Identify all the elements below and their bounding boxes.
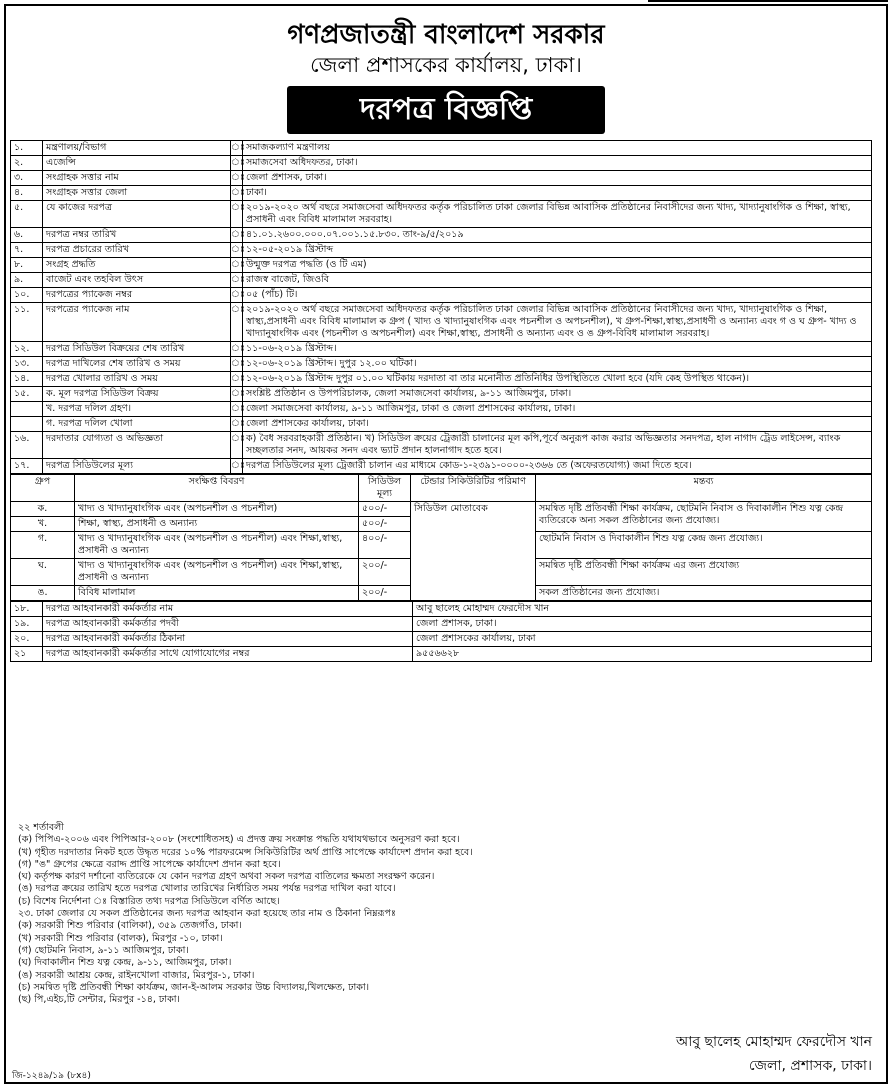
table-row <box>11 432 872 459</box>
row-separator: ঃ <box>231 171 243 186</box>
row-separator: ঃ <box>231 303 243 342</box>
row-number: ১২. <box>11 342 43 357</box>
group-note: সমন্বিত দৃষ্টি প্রতিবন্ধী শিক্ষা কার্যক্রম এর জন্য প্রযোজ্য <box>536 559 872 586</box>
officer-row <box>11 602 872 617</box>
officer-number: ১৯. <box>11 617 43 632</box>
officer-number: ২০. <box>11 632 43 647</box>
row-number <box>11 417 43 432</box>
table-row <box>11 372 872 387</box>
officer-table <box>10 601 872 662</box>
table-row <box>11 357 872 372</box>
row-label: এজেন্সি <box>43 156 231 171</box>
row-label: দরপত্র নম্বর তারিখ <box>43 228 231 243</box>
group-letter: খ. <box>11 517 75 532</box>
term-line: (ক) সরকারী শিশু পরিবার (বালিকা), ৩৫৯ তেজগাঁও, ঢাকা। <box>18 920 242 932</box>
row-number: ৬. <box>11 228 43 243</box>
row-separator: ঃ <box>231 186 243 201</box>
row-label: খ. দরপত্র দলিল গ্রহণ। <box>43 402 231 417</box>
groups-header-cell: গ্রুপ <box>11 475 75 502</box>
term-line: (চ) সমন্বিত দৃষ্টি প্রতিবন্ধী শিক্ষা কার্যক্রম, জান-ই-আলম সরকার উচ্চ বিদ্যালয়,খিলক্ষেত, ঢাকা। <box>18 981 370 993</box>
officer-number: ১৮. <box>11 602 43 617</box>
row-label: দরপত্রের প্যাকেজ নম্বর <box>43 288 231 303</box>
term-line: (খ) সরকারী শিশু পরিবার (বালক), মিরপুর -১০, ঢাকা। <box>18 932 223 944</box>
officer-row <box>11 632 872 647</box>
group-note: সমন্বিত দৃষ্টি প্রতিবন্ধী শিক্ষা কার্যক্রম, ছোটমনি নিবাস ও দিবাকালীন শিশু যত্ন কেন্দ্র ব্যতিরেকে অন্য সকল প্রতিষ্ঠানের জন্য প্রযোজ্য। <box>536 502 872 532</box>
row-value: রাজস্ব বাজেট, জিওবি <box>243 273 872 288</box>
group-letter: ঘ. <box>11 559 75 586</box>
table-row <box>11 258 872 273</box>
officer-row <box>11 647 872 662</box>
row-value: জেলা প্রশাসকের কার্যালয়, ঢাকা। <box>243 417 872 432</box>
row-value: ১২-০৬-২০১৯ খ্রিস্টাব্দ দুপুর ০১.০০ ঘটিকায় দরদাতা বা তার মনোনীত প্রতিনিধির উপস্থিতিতে খোলা হবে (যদি কেহ উপস্থিত থাকেন)। <box>243 372 872 387</box>
row-separator: ঃ <box>231 273 243 288</box>
table-row <box>11 201 872 228</box>
group-description: খাদ্য ও খাদ্যানুষাংগিক এবং (অপচনশীল ও পচনশীল) এবং শিক্ষা,স্বাস্থ্য, প্রসাধনী ও অন্যান্য <box>75 559 359 586</box>
row-label: সংগ্রাহক সত্তার জেলা <box>43 186 231 201</box>
group-description: খাদ্য ও খাদ্যানুষাংগিক এবং (অপচনশীল ও পচনশীল) <box>75 502 359 517</box>
row-label: ক. মূল দরপত্র সিডিউল বিক্রয় <box>43 387 231 402</box>
term-line: (ঘ) দিবাকালীন শিশু যত্ন কেন্দ্র, ৯-১১, আজিমপুর, ঢাকা। <box>18 957 232 969</box>
table-row <box>11 186 872 201</box>
officer-number: ২১ <box>11 647 43 662</box>
term-line: (চ) বিশেষ নির্দেশনা ঃ বিস্তারিত তথ্য দরপত্র সিডিউলে বর্ণিত আছে। <box>18 895 280 907</box>
row-value: জেলা প্রশাসক, ঢাকা। <box>243 171 872 186</box>
table-row <box>11 387 872 402</box>
group-note: সকল প্রতিষ্ঠানের জন্য প্রযোজ্য। <box>536 586 872 601</box>
groups-header-cell: মন্তব্য <box>536 475 872 502</box>
groups-table <box>10 474 872 601</box>
details-table <box>10 140 872 474</box>
groups-header-cell: টেন্ডার সিকিউরিটির পরিমাণ <box>411 475 536 502</box>
row-number: ১১. <box>11 303 43 342</box>
row-value: ২০১৯-২০২০ অর্থ বছরে সমাজসেবা অধিদফতর কর্তৃক পরিচালিত ঢাকা জেলার বিভিন্ন আবাসিক প্রতিষ্ঠানের নিবাসীদের জন্য খাদ্য, খাদ্যানুষাংগিক ও শিক্ষা, স্বাস্থ্য, প্রসাধনী এবং বিবিধ মালামাল সরবরাহ। <box>243 201 872 228</box>
group-letter: ঙ. <box>11 586 75 601</box>
row-separator: ঃ <box>231 258 243 273</box>
term-line: (গ) ছোটমনি নিবাস, ৯-১১ আজিমপুর, ঢাকা। <box>18 944 189 956</box>
group-price: ৫০০/- <box>359 517 411 532</box>
row-value: জেলা সমাজসেবা কার্যালয়, ৯-১১ আজিমপুর, ঢাকা ও জেলা প্রশাসকের কার্যালয়, ঢাকা। <box>243 402 872 417</box>
term-line: (খ) গৃহীত দরদাতার নিকট হতে উদ্ধৃত দরের ১০% পারফরমেন্স সিকিউরিটির অর্থ প্রাপ্তি সাপেক্ষে কার্যাদেশ প্রদান করা হবে। <box>18 846 473 858</box>
groups-header-row <box>11 475 872 502</box>
term-line: (ক) পিপিএ-২০০৬ এবং পিপিআর-২০০৮ (সংশোধিতসহ) এ প্রদত্ত ক্রয় সংক্রান্ত পদ্ধতি যথাযথভাবে অনুসরণ করা হবে। <box>18 834 460 846</box>
row-separator: ঃ <box>231 156 243 171</box>
officer-label: দরপত্র আহবানকারী কর্মকর্তার ঠিকানা <box>43 632 413 647</box>
group-letter: গ. <box>11 532 75 559</box>
row-number: ৭. <box>11 243 43 258</box>
officer-label: দরপত্র আহবানকারী কর্মকর্তার নাম <box>43 602 413 617</box>
officer-value: জেলা প্রশাসক, ঢাকা। <box>413 617 872 632</box>
row-number: ৮. <box>11 258 43 273</box>
row-value: সমাজসেবা অধিদফতর, ঢাকা। <box>243 156 872 171</box>
row-label: সংগ্রাহক সত্তার নাম <box>43 171 231 186</box>
term-line: (ঙ) দরপত্র ক্রয়ের তারিখ হতে দরপত্র খোলার তারিখের নির্ধারিত সময় পর্যন্ত দরপত্র দাখিল করা যাবে। <box>18 883 396 895</box>
group-price: ৫০০/- <box>359 502 411 517</box>
term-line: (ছ) পি,এইচ,টি সেন্টার, মিরপুর -১৪, ঢাকা। <box>18 994 180 1006</box>
group-note: ছোটমনি নিবাস ও দিবাকালীন শিশু যত্ন কেন্দ্র জন্য প্রযোজ্য। <box>536 532 872 559</box>
row-separator: ঃ <box>231 432 243 459</box>
row-separator: ঃ <box>231 288 243 303</box>
group-price: ২০০/- <box>359 559 411 586</box>
row-separator: ঃ <box>231 342 243 357</box>
row-number: ১. <box>11 141 43 156</box>
row-number: ১৬. <box>11 432 43 459</box>
table-row <box>11 141 872 156</box>
officer-label: দরপত্র আহবানকারী কর্মকর্তার পদবী <box>43 617 413 632</box>
row-value: ১১-০৬-২০১৯ খ্রিস্টাব্দ। <box>243 342 872 357</box>
row-value: দরপত্র সিডিউলের মূল্য ট্রেজারী চালান এর মাধ্যমে কোড-১-২৩৯১-০০০০-২৩৬৬ তে (অফেরতযোগ্য) জমা দিতে হবে। <box>243 459 872 474</box>
table-row <box>11 156 872 171</box>
row-number: ১৫. <box>11 387 43 402</box>
row-number <box>11 402 43 417</box>
row-number: ১৩. <box>11 357 43 372</box>
signature-title: জেলা, প্রশাসক, ঢাকা। <box>748 1058 872 1074</box>
table-row <box>11 459 872 474</box>
table-row <box>11 417 872 432</box>
group-price: ২০০/- <box>359 586 411 601</box>
term-line: ২২ শর্তাবলী <box>18 822 64 833</box>
row-number: ৯. <box>11 273 43 288</box>
officer-value: ৯৫৫৬৬২৮ <box>413 647 872 662</box>
top-rule <box>648 0 888 2</box>
details-table-wrap <box>10 140 872 662</box>
row-label: যে কাজের দরপত্র <box>43 201 231 228</box>
row-separator: ঃ <box>231 372 243 387</box>
row-separator: ঃ <box>231 243 243 258</box>
row-label: দরপত্র খোলার তারিখ ও সময় <box>43 372 231 387</box>
row-number: ১৪. <box>11 372 43 387</box>
table-row <box>11 171 872 186</box>
row-value: ১২-০৫-২০১৯ খ্রিস্টাব্দ <box>243 243 872 258</box>
row-number: ৪. <box>11 186 43 201</box>
table-row <box>11 228 872 243</box>
table-row <box>11 342 872 357</box>
row-number: ১০. <box>11 288 43 303</box>
row-label: দরপত্র প্রচারের তারিখ <box>43 243 231 258</box>
row-label: গ. দরপত্র দলিল খোলা <box>43 417 231 432</box>
term-line: (ঙ) সরকারী আশ্রয় কেন্দ্র, রাইনখোলা বাজার, মিরপুর-১, ঢাকা। <box>18 969 255 981</box>
officer-label: দরপত্র আহবানকারী কর্মকর্তার সাথে যোগাযোগের নম্বর <box>43 647 413 662</box>
row-separator: ঃ <box>231 141 243 156</box>
ad-code: জি-১২৪৯/১৯ (৮x৪) <box>12 1071 91 1081</box>
notice-banner: দরপত্র বিজ্ঞপ্তি <box>287 86 605 134</box>
row-separator: ঃ <box>231 417 243 432</box>
row-number: ২. <box>11 156 43 171</box>
term-line: (ঘ) কর্তৃপক্ষ কারণ দর্শানো ব্যতিরেকে যে কোন দরপত্র গ্রহণ অথবা সকল দরপত্র বাতিলের ক্ষমতা সংরক্ষণ করেন। <box>18 871 435 883</box>
row-value: সমাজকল্যাণ মন্ত্রণালয় <box>243 141 872 156</box>
row-label: দরপত্র সিডিউলের মূল্য <box>43 459 231 474</box>
table-row <box>11 243 872 258</box>
terms-section <box>18 822 868 1006</box>
row-separator: ঃ <box>231 459 243 474</box>
groups-header-cell: সিডিউল মূল্য <box>359 475 411 502</box>
row-separator: ঃ <box>231 402 243 417</box>
row-separator: ঃ <box>231 387 243 402</box>
group-description: খাদ্য ও খাদ্যানুষাংগিক এবং (অপচনশীল ও পচনশীল) এবং শিক্ষা,স্বাস্থ্য, প্রসাধনী ও অন্যান্য <box>75 532 359 559</box>
groups-header-cell: সংক্ষিপ্ত বিবরণ <box>75 475 359 502</box>
officer-value: জেলা প্রশাসকের কার্যালয়, ঢাকা <box>413 632 872 647</box>
page-title: গণপ্রজাতন্ত্রী বাংলাদেশ সরকার <box>287 20 605 50</box>
officer-value: আবু ছালেহ মোহাম্মদ ফেরদৌস খান <box>413 602 872 617</box>
term-line: (গ) "ঙ" গ্রুপের ক্ষেত্রে বরাদ্দ প্রাপ্তি সাপেক্ষে কার্যাদেশ প্রদান করা হবে। <box>18 858 281 870</box>
row-label: মন্ত্রণালয়/বিভাগ <box>43 141 231 156</box>
group-price: ৪০০/- <box>359 532 411 559</box>
term-line: ২৩. ঢাকা জেলার যে সকল প্রতিষ্ঠানের জন্য দরপত্র আহবান করা হয়েছে তার নাম ও ঠিকানা নিম্নরূপঃ <box>18 908 396 920</box>
row-value: উন্মুক্ত দরপত্র পদ্ধতি (ও টি এম) <box>243 258 872 273</box>
row-label: দরপত্র সিডিউল বিক্রয়ের শেষ তারিখ <box>43 342 231 357</box>
page-subtitle: জেলা প্রশাসকের কার্যালয়, ঢাকা। <box>310 53 582 77</box>
row-number: ৩. <box>11 171 43 186</box>
row-label: দরপত্র দাখিলের শেষ তারিখ ও সময় <box>43 357 231 372</box>
group-security: সিডিউল মোতাবেক <box>411 502 536 601</box>
row-label: সংগ্রহ প্রদ্ধতি <box>43 258 231 273</box>
row-separator: ঃ <box>231 357 243 372</box>
row-label: বাজেট এবং তহবিল উৎস <box>43 273 231 288</box>
row-value: ২০১৯-২০২০ অর্থ বছরে সমাজসেবা অধিদফতর কর্তৃক পরিচালিত ঢাকা জেলার বিভিন্ন আবাসিক প্রতিষ্ঠানের নিবাসীদের জন্য খাদ্য, খাদ্যানুষাংগিক ও শিক্ষা, স্বাস্থ্য,প্রসাধনী এবং বিবিধ মালামাল ক গ্রুপ ( খাদ্য ও খাদ্যানুষাংগিক এবং পচনশীল ও অপচনশীল), খ গ্রুপ-শিক্ষা,স্বাস্থ্য,প্রসাধণী ও অন্যান্য এবং গ ও ঘ গ্রুপ- খাদ্য ও খাদ্যানুষাংগিক এবং (পচনশীল ও অপচনশীল) এবং শিক্ষা,স্বাস্থ্য, প্রসাধনী ও অন্যান্য এবং ও ঙ গ্রুপ-বিবিধ মালামাল সরবরাহ। <box>243 303 872 342</box>
row-number: ৫. <box>11 201 43 228</box>
row-label: দরদাতার যোগ্যতা ও অভিজ্ঞতা <box>43 432 231 459</box>
signature-name: আবু ছালেহ মোহাম্মদ ফেরদৌস খান <box>675 1034 872 1050</box>
table-row <box>11 288 872 303</box>
row-value: ১২-০৬-২০১৯ খ্রিস্টাব্দ। দুপুর ১২.০০ ঘটিকা। <box>243 357 872 372</box>
group-letter: ক. <box>11 502 75 517</box>
row-value: ৪১.০১.২৬০০.০০০.০৭.০০১.১৫.৮৩০. তাং-৯/৫/২০১৯ <box>243 228 872 243</box>
row-label: দরপত্রের প্যাকেজ নাম <box>43 303 231 342</box>
group-row <box>11 502 872 517</box>
group-description: শিক্ষা, স্বাস্থ্য, প্রসাধনী ও অন্যান্য <box>75 517 359 532</box>
row-value: সংশ্লিষ্ট প্রতিষ্ঠান ও উপপরিচালক, জেলা সমাজসেবা কার্যালয়, ৯-১১ আজিমপুর, ঢাকা। <box>243 387 872 402</box>
row-value: ০৫ (পাঁচ) টি। <box>243 288 872 303</box>
row-separator: ঃ <box>231 201 243 228</box>
row-value: ক) বৈধ সরবরাহকারী প্রতিষ্ঠান। খ) সিডিউল ক্রয়ের ট্রেজারী চালানের মূল কপি,পূর্বে অনুরূপ কাজ করার অভিজ্ঞতার সনদপত্র, হাল নাগাদ ট্রেড লাইসেন্স, ব্যাংক সচ্ছলতার সনদ, আয়কর সনদ এবং ভ্যাট প্রদান হালনাগাদ হতে হবে। <box>243 432 872 459</box>
row-separator: ঃ <box>231 228 243 243</box>
table-row <box>11 273 872 288</box>
table-row <box>11 402 872 417</box>
group-description: বিবিধ মালামাল <box>75 586 359 601</box>
signature-block <box>676 1030 872 1078</box>
officer-row <box>11 617 872 632</box>
table-row <box>11 303 872 342</box>
row-number: ১৭. <box>11 459 43 474</box>
row-value: ঢাকা। <box>243 186 872 201</box>
